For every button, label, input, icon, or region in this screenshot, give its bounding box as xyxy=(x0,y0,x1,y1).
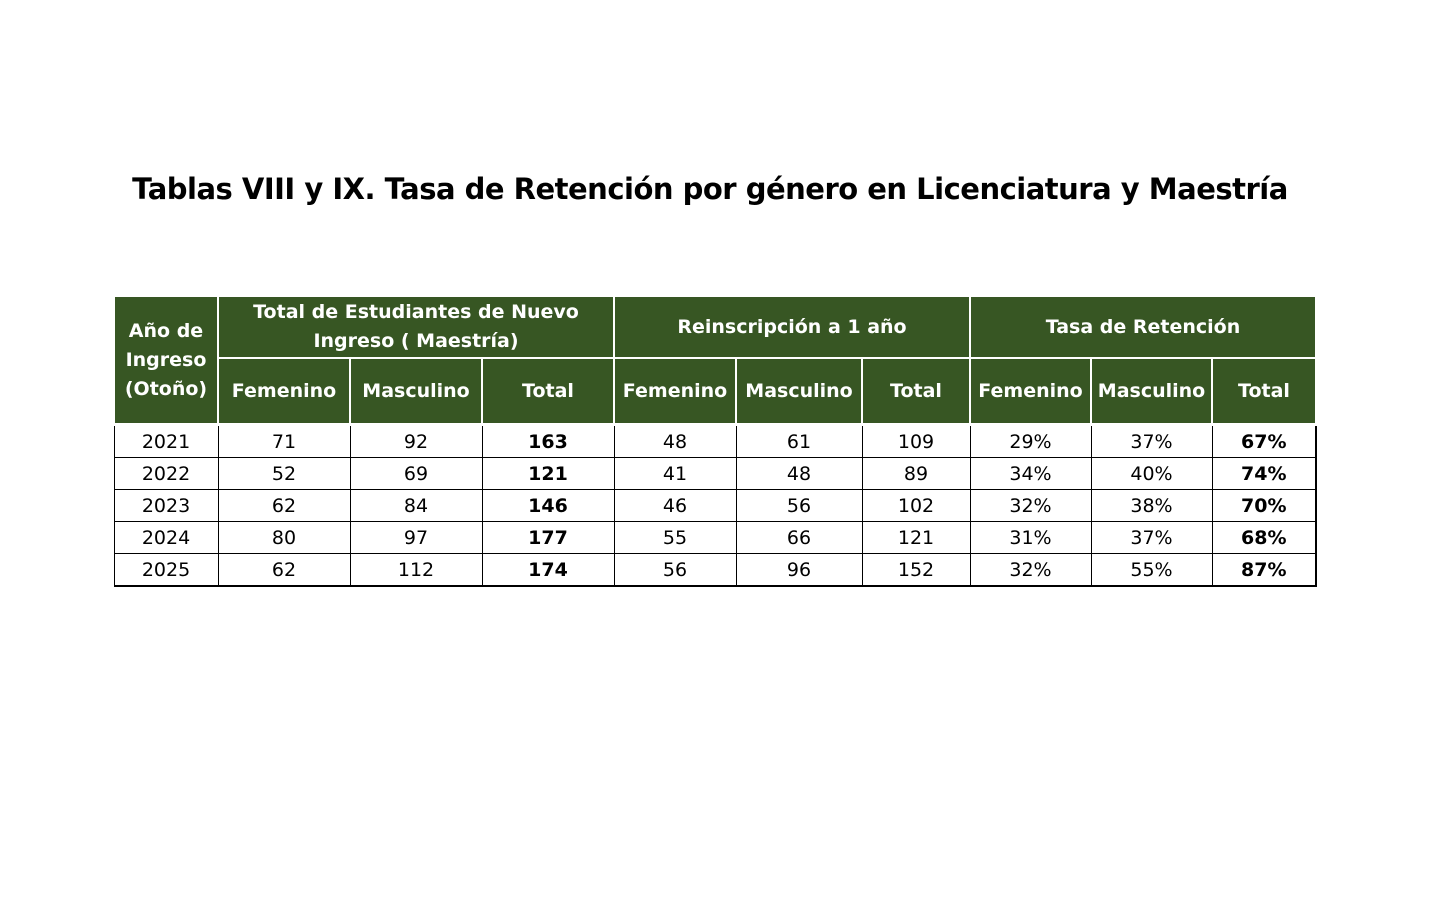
column-header-masculino: Masculino xyxy=(350,358,482,425)
value-cell: 69 xyxy=(350,458,482,490)
column-header-femenino: Femenino xyxy=(218,358,350,425)
column-header-total: Total xyxy=(862,358,970,425)
value-cell: 62 xyxy=(218,554,350,587)
value-cell: 40% xyxy=(1091,458,1212,490)
value-cell: 174 xyxy=(482,554,614,587)
value-cell: 152 xyxy=(862,554,970,587)
value-cell: 80 xyxy=(218,522,350,554)
value-cell: 56 xyxy=(736,490,862,522)
value-cell: 112 xyxy=(350,554,482,587)
value-cell: 102 xyxy=(862,490,970,522)
year-column-header: Año de Ingreso (Otoño) xyxy=(114,296,218,425)
value-cell: 48 xyxy=(614,425,736,458)
value-cell: 67% xyxy=(1212,425,1316,458)
value-cell: 48 xyxy=(736,458,862,490)
table-row xyxy=(114,425,1316,458)
group-header-reenrollment: Reinscripción a 1 año xyxy=(614,296,970,358)
value-cell: 177 xyxy=(482,522,614,554)
column-header-femenino: Femenino xyxy=(614,358,736,425)
value-cell: 68% xyxy=(1212,522,1316,554)
year-cell: 2025 xyxy=(114,554,218,587)
value-cell: 32% xyxy=(970,554,1091,587)
value-cell: 62 xyxy=(218,490,350,522)
value-cell: 87% xyxy=(1212,554,1316,587)
value-cell: 46 xyxy=(614,490,736,522)
value-cell: 41 xyxy=(614,458,736,490)
table-row xyxy=(114,490,1316,522)
retention-table xyxy=(113,295,1317,587)
value-cell: 34% xyxy=(970,458,1091,490)
page-title: Tablas VIII y IX. Tasa de Retención por género en Licenciatura y Maestría xyxy=(132,172,1288,206)
value-cell: 32% xyxy=(970,490,1091,522)
value-cell: 97 xyxy=(350,522,482,554)
value-cell: 55 xyxy=(614,522,736,554)
value-cell: 146 xyxy=(482,490,614,522)
table-body xyxy=(114,425,1316,587)
group-header-retention-rate: Tasa de Retención xyxy=(970,296,1316,358)
value-cell: 70% xyxy=(1212,490,1316,522)
column-header-femenino: Femenino xyxy=(970,358,1091,425)
column-header-masculino: Masculino xyxy=(1091,358,1212,425)
table-row xyxy=(114,554,1316,587)
value-cell: 66 xyxy=(736,522,862,554)
year-cell: 2021 xyxy=(114,425,218,458)
column-header-masculino: Masculino xyxy=(736,358,862,425)
group-header-new-students: Total de Estudiantes de Nuevo Ingreso ( Maestría) xyxy=(218,296,614,358)
value-cell: 55% xyxy=(1091,554,1212,587)
value-cell: 29% xyxy=(970,425,1091,458)
value-cell: 74% xyxy=(1212,458,1316,490)
value-cell: 61 xyxy=(736,425,862,458)
value-cell: 56 xyxy=(614,554,736,587)
value-cell: 96 xyxy=(736,554,862,587)
value-cell: 38% xyxy=(1091,490,1212,522)
value-cell: 163 xyxy=(482,425,614,458)
value-cell: 71 xyxy=(218,425,350,458)
year-cell: 2024 xyxy=(114,522,218,554)
value-cell: 52 xyxy=(218,458,350,490)
table-row xyxy=(114,458,1316,490)
value-cell: 37% xyxy=(1091,522,1212,554)
value-cell: 84 xyxy=(350,490,482,522)
value-cell: 121 xyxy=(482,458,614,490)
year-cell: 2023 xyxy=(114,490,218,522)
year-cell: 2022 xyxy=(114,458,218,490)
column-header-total: Total xyxy=(482,358,614,425)
value-cell: 121 xyxy=(862,522,970,554)
column-header-total: Total xyxy=(1212,358,1316,425)
value-cell: 89 xyxy=(862,458,970,490)
value-cell: 109 xyxy=(862,425,970,458)
value-cell: 31% xyxy=(970,522,1091,554)
value-cell: 92 xyxy=(350,425,482,458)
value-cell: 37% xyxy=(1091,425,1212,458)
table-row xyxy=(114,522,1316,554)
